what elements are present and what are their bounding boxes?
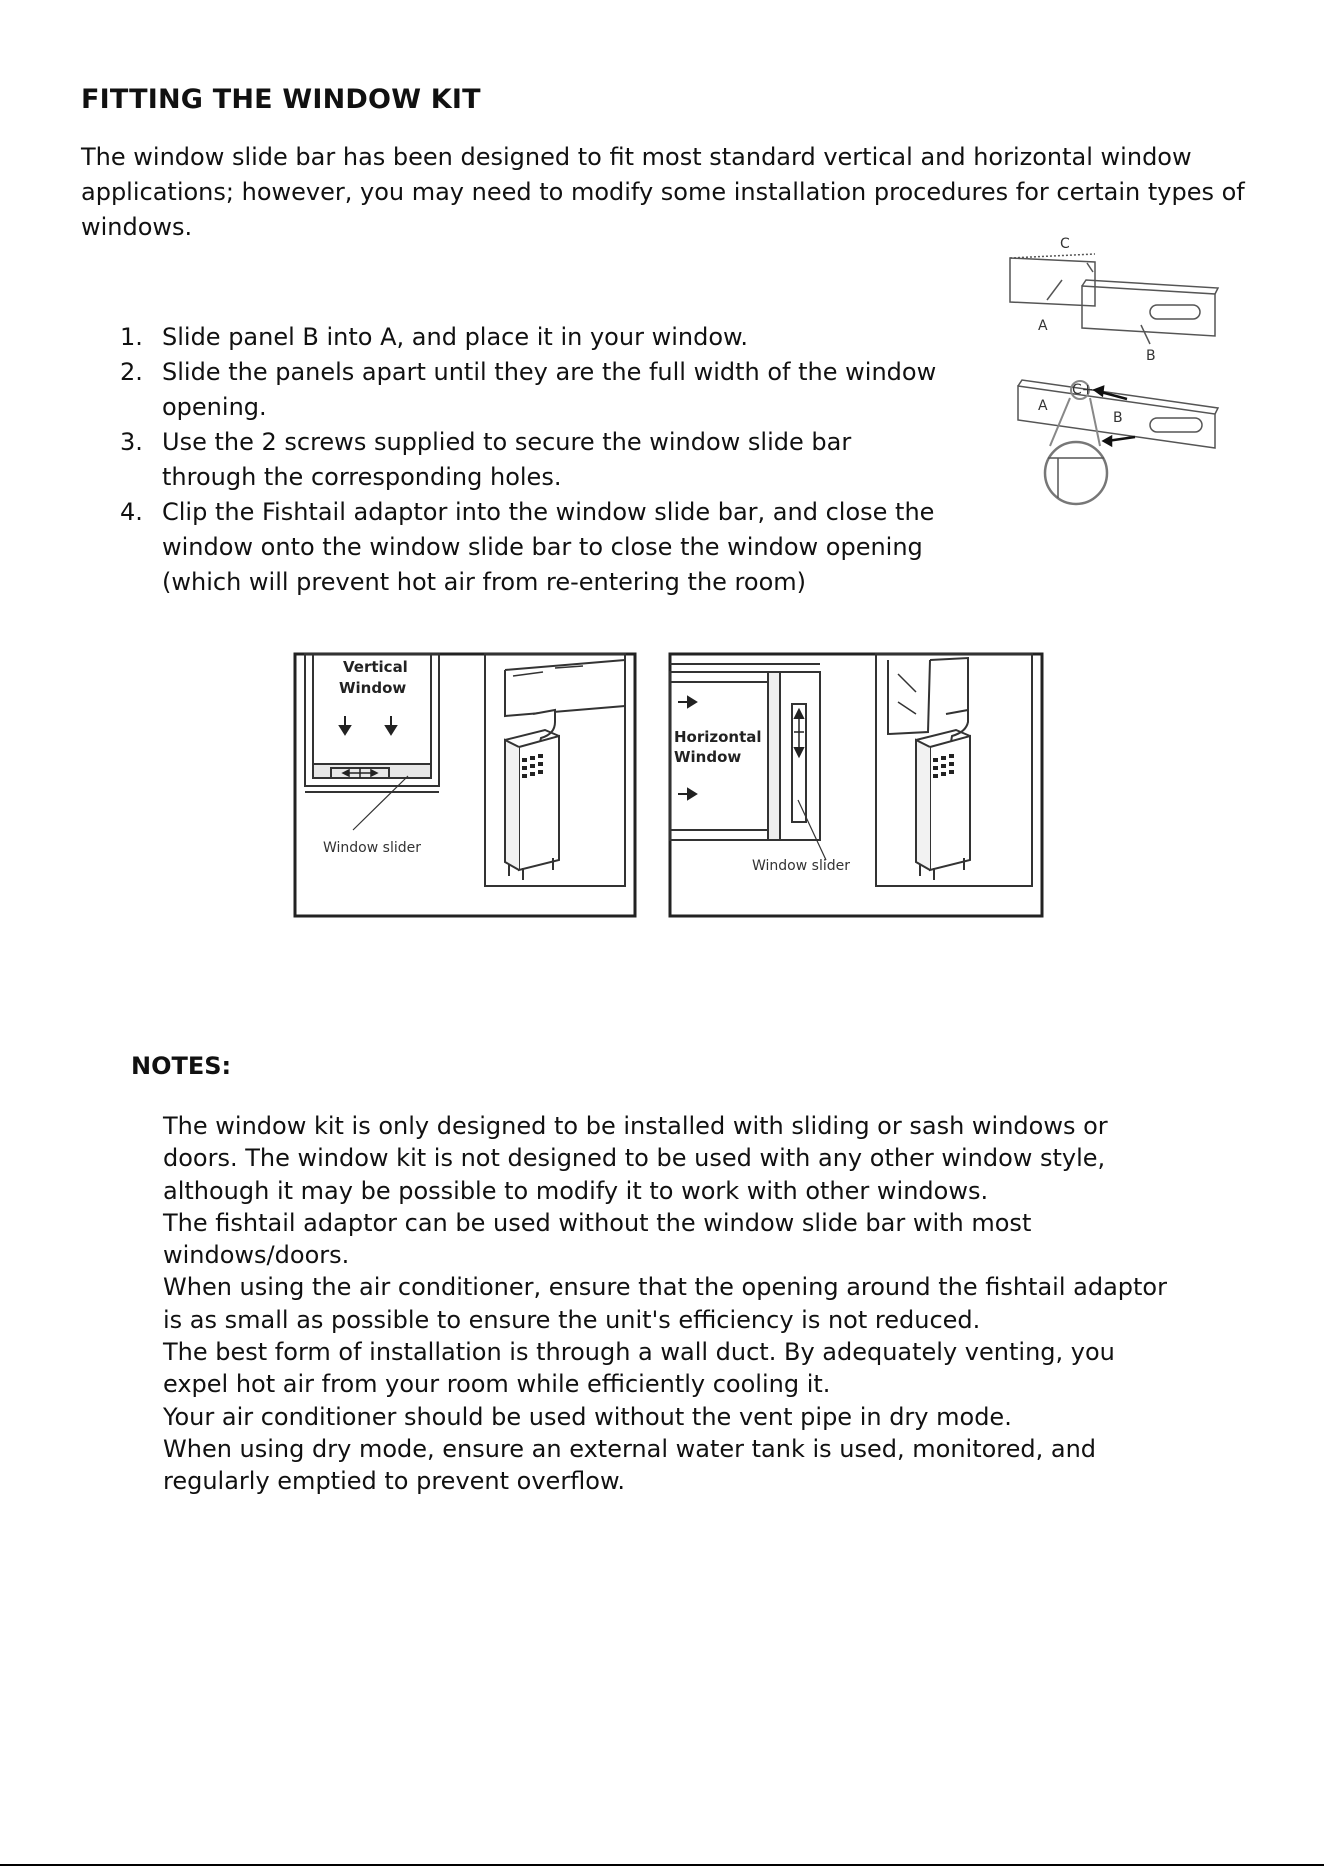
vertical-slider-label: Window slider [323, 840, 421, 856]
step-number: 4. [120, 498, 143, 526]
step-number: 1. [120, 323, 143, 351]
vertical-title-line1: Vertical [343, 658, 408, 676]
notes-heading: NOTES: [131, 1052, 232, 1080]
step-item [108, 425, 948, 495]
page-title: FITTING THE WINDOW KIT [81, 84, 481, 115]
panel-label-a: A [1038, 318, 1048, 334]
note-item: The window kit is only designed to be installed with sliding or sash windows or doors. The window kit is not designed to be used with any other window style, although it may be possible to modify it to work with other windows. [163, 1112, 1108, 1205]
footer-rule [0, 1864, 1324, 1866]
vertical-window-figure [293, 652, 639, 920]
step-text: Slide the panels apart until they are the full width of the window opening. [162, 358, 937, 421]
step-text: Clip the Fishtail adaptor into the window slide bar, and close the window onto the window slide bar to close the window opening (which will prevent hot air from re-entering the room) [162, 498, 935, 596]
slide-panel-diagram [1000, 236, 1230, 516]
step-item [108, 355, 948, 425]
note-item: When using dry mode, ensure an external water tank is used, monitored, and regularly emptied to prevent overflow. [163, 1434, 1097, 1496]
note-item: Your air conditioner should be used without the vent pipe in dry mode. [163, 1402, 1012, 1431]
panel-label-c-plus: C+ [1072, 382, 1094, 398]
notes-list [163, 1110, 1173, 1498]
panel-label-a-assembled: A [1038, 398, 1048, 414]
intro-paragraph: The window slide bar has been designed to fit most standard vertical and horizontal window applications; however, you may need to modify some installation procedures for certain types of windows. [81, 143, 1245, 241]
horizontal-slider-label: Window slider [752, 858, 850, 874]
horizontal-title-line1: Horizontal [674, 728, 762, 746]
step-text: Slide panel B into A, and place it in your window. [162, 323, 749, 351]
step-number: 3. [120, 428, 143, 456]
note-item: When using the air conditioner, ensure that the opening around the fishtail adaptor is as small as possible to ensure the unit's efficiency is not reduced. [163, 1273, 1167, 1334]
panel-label-b-assembled: B [1113, 410, 1123, 426]
step-text: Use the 2 screws supplied to secure the window slide bar through the corresponding holes. [162, 428, 852, 491]
installation-steps [108, 320, 948, 600]
horizontal-window-figure [668, 652, 1046, 920]
step-number: 2. [120, 358, 143, 386]
note-item: The fishtail adaptor can be used without the window slide bar with most windows/doors. [163, 1208, 1032, 1270]
step-item [108, 320, 948, 355]
horizontal-title-line2: Window [674, 748, 742, 766]
step-item [108, 495, 948, 600]
vertical-title-line2: Window [339, 679, 407, 697]
panel-label-c: C [1060, 236, 1070, 252]
note-item: The best form of installation is through a wall duct. By adequately venting, you expel hot air from your room while efficiently cooling it. [163, 1338, 1115, 1399]
panel-label-b: B [1146, 348, 1156, 364]
